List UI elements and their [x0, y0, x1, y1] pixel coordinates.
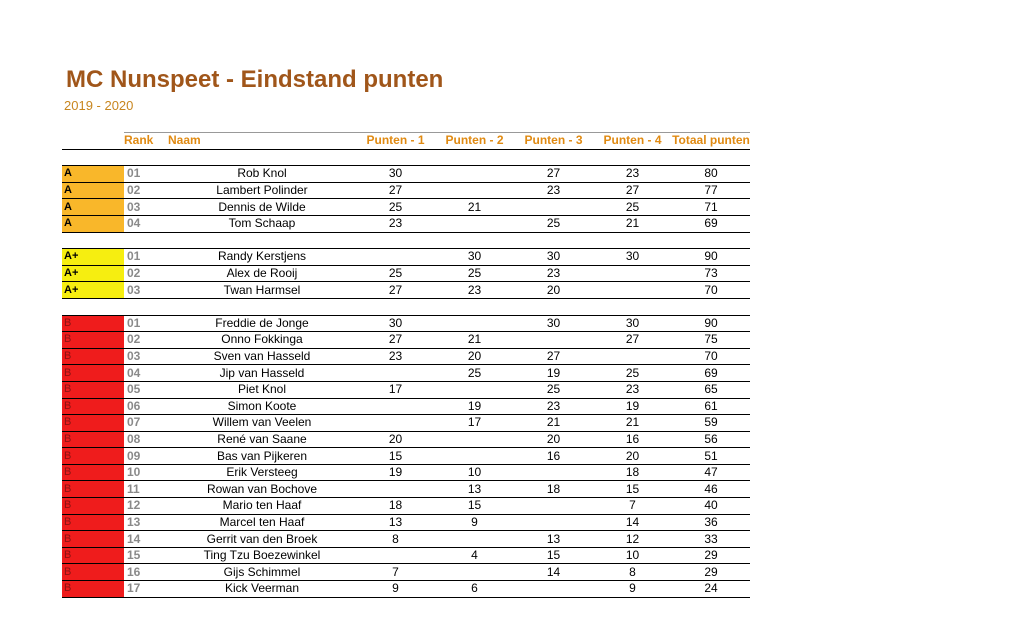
punten-3-cell — [514, 199, 593, 216]
punten-3-cell: 20 — [514, 431, 593, 448]
class-label: A — [62, 215, 124, 232]
punten-3-cell: 23 — [514, 265, 593, 282]
totaal-cell: 77 — [672, 182, 750, 199]
punten-2-cell: 25 — [435, 365, 514, 382]
punten-3-cell: 27 — [514, 166, 593, 183]
punten-4-cell: 10 — [593, 547, 672, 564]
table-row — [62, 265, 750, 282]
rider-name: Freddie de Jonge — [168, 315, 356, 332]
spacer-cell — [124, 149, 168, 166]
class-label: B — [62, 547, 124, 564]
punten-2-cell: 13 — [435, 481, 514, 498]
totaal-cell: 36 — [672, 514, 750, 531]
class-label: B — [62, 398, 124, 415]
spacer-cell — [593, 149, 672, 166]
rank-cell: 01 — [124, 249, 168, 266]
table-row — [62, 415, 750, 432]
rank-cell: 04 — [124, 365, 168, 382]
header-punten-4: Punten - 4 — [593, 133, 672, 150]
rider-name: Onno Fokkinga — [168, 332, 356, 349]
class-label: B — [62, 531, 124, 548]
punten-1-cell: 30 — [356, 166, 435, 183]
table-row — [62, 564, 750, 581]
spacer-cell — [168, 298, 356, 315]
punten-2-cell: 21 — [435, 199, 514, 216]
page-title: MC Nunspeet - Eindstand punten — [66, 66, 444, 93]
punten-3-cell — [514, 332, 593, 349]
rank-cell: 17 — [124, 581, 168, 598]
punten-1-cell: 17 — [356, 381, 435, 398]
rider-name: René van Saane — [168, 431, 356, 448]
punten-3-cell: 15 — [514, 547, 593, 564]
table-row — [62, 448, 750, 465]
totaal-cell: 56 — [672, 431, 750, 448]
spacer-cell — [356, 298, 435, 315]
rank-cell: 10 — [124, 464, 168, 481]
punten-3-cell: 21 — [514, 415, 593, 432]
spacer-cell — [435, 232, 514, 249]
table-row — [62, 481, 750, 498]
spacer-cell — [514, 149, 593, 166]
punten-3-cell — [514, 514, 593, 531]
punten-4-cell: 16 — [593, 431, 672, 448]
rider-name: Erik Versteeg — [168, 464, 356, 481]
totaal-cell: 61 — [672, 398, 750, 415]
table-row — [62, 381, 750, 398]
punten-1-cell: 8 — [356, 531, 435, 548]
standings-body — [62, 149, 750, 597]
class-label: B — [62, 514, 124, 531]
rider-name: Kick Veerman — [168, 581, 356, 598]
punten-1-cell: 23 — [356, 348, 435, 365]
spacer-cell — [168, 149, 356, 166]
punten-2-cell — [435, 215, 514, 232]
table-row — [62, 182, 750, 199]
rider-name: Marcel ten Haaf — [168, 514, 356, 531]
punten-2-cell — [435, 448, 514, 465]
punten-2-cell: 17 — [435, 415, 514, 432]
rank-cell: 01 — [124, 166, 168, 183]
class-label: A+ — [62, 282, 124, 299]
rank-cell: 15 — [124, 547, 168, 564]
punten-1-cell — [356, 365, 435, 382]
punten-4-cell: 27 — [593, 332, 672, 349]
spacer-cell — [593, 298, 672, 315]
totaal-cell: 24 — [672, 581, 750, 598]
class-label: B — [62, 448, 124, 465]
punten-2-cell — [435, 431, 514, 448]
rider-name: Piet Knol — [168, 381, 356, 398]
table-row — [62, 431, 750, 448]
punten-4-cell: 15 — [593, 481, 672, 498]
totaal-cell: 73 — [672, 265, 750, 282]
punten-4-cell: 12 — [593, 531, 672, 548]
punten-4-cell: 23 — [593, 381, 672, 398]
table-row — [62, 166, 750, 183]
rank-cell: 14 — [124, 531, 168, 548]
rider-name: Lambert Polinder — [168, 182, 356, 199]
punten-2-cell: 10 — [435, 464, 514, 481]
punten-3-cell: 25 — [514, 381, 593, 398]
standings-table — [62, 132, 750, 598]
rider-name: Randy Kerstjens — [168, 249, 356, 266]
punten-3-cell: 30 — [514, 315, 593, 332]
punten-4-cell: 20 — [593, 448, 672, 465]
punten-1-cell: 20 — [356, 431, 435, 448]
header-punten-1: Punten - 1 — [356, 133, 435, 150]
table-row — [62, 348, 750, 365]
class-label: B — [62, 348, 124, 365]
punten-2-cell — [435, 381, 514, 398]
table-row — [62, 365, 750, 382]
rider-name: Bas van Pijkeren — [168, 448, 356, 465]
totaal-cell: 80 — [672, 166, 750, 183]
totaal-cell: 51 — [672, 448, 750, 465]
punten-2-cell: 4 — [435, 547, 514, 564]
punten-4-cell: 21 — [593, 215, 672, 232]
class-label: B — [62, 381, 124, 398]
rank-cell: 08 — [124, 431, 168, 448]
totaal-cell: 90 — [672, 249, 750, 266]
class-label: A — [62, 182, 124, 199]
totaal-cell: 90 — [672, 315, 750, 332]
class-label: B — [62, 564, 124, 581]
spacer-cell — [62, 298, 124, 315]
punten-2-cell: 20 — [435, 348, 514, 365]
class-label: B — [62, 498, 124, 515]
class-label: B — [62, 332, 124, 349]
totaal-cell: 70 — [672, 348, 750, 365]
punten-3-cell: 19 — [514, 365, 593, 382]
totaal-cell: 71 — [672, 199, 750, 216]
punten-3-cell: 16 — [514, 448, 593, 465]
rank-cell: 06 — [124, 398, 168, 415]
punten-3-cell: 27 — [514, 348, 593, 365]
spacer-cell — [672, 149, 750, 166]
punten-3-cell: 18 — [514, 481, 593, 498]
rank-cell: 16 — [124, 564, 168, 581]
rank-cell: 13 — [124, 514, 168, 531]
punten-4-cell: 21 — [593, 415, 672, 432]
punten-3-cell — [514, 498, 593, 515]
punten-1-cell: 30 — [356, 315, 435, 332]
rider-name: Mario ten Haaf — [168, 498, 356, 515]
rank-cell: 11 — [124, 481, 168, 498]
rider-name: Alex de Rooij — [168, 265, 356, 282]
punten-2-cell: 19 — [435, 398, 514, 415]
rider-name: Jip van Hasseld — [168, 365, 356, 382]
table-row — [62, 282, 750, 299]
class-label: B — [62, 415, 124, 432]
table-row — [62, 215, 750, 232]
rider-name: Sven van Hasseld — [168, 348, 356, 365]
header-punten-2: Punten - 2 — [435, 133, 514, 150]
punten-2-cell: 25 — [435, 265, 514, 282]
table-row — [62, 199, 750, 216]
totaal-cell: 75 — [672, 332, 750, 349]
punten-1-cell: 25 — [356, 265, 435, 282]
punten-3-cell: 25 — [514, 215, 593, 232]
punten-1-cell — [356, 415, 435, 432]
table-row — [62, 531, 750, 548]
punten-3-cell — [514, 581, 593, 598]
punten-4-cell: 27 — [593, 182, 672, 199]
rank-cell: 03 — [124, 282, 168, 299]
table-row — [62, 398, 750, 415]
totaal-cell: 47 — [672, 464, 750, 481]
punten-3-cell: 14 — [514, 564, 593, 581]
rider-name: Gerrit van den Broek — [168, 531, 356, 548]
totaal-cell: 40 — [672, 498, 750, 515]
class-label: B — [62, 315, 124, 332]
rider-name: Tom Schaap — [168, 215, 356, 232]
punten-1-cell: 23 — [356, 215, 435, 232]
spacer-cell — [356, 149, 435, 166]
punten-2-cell: 30 — [435, 249, 514, 266]
punten-2-cell — [435, 531, 514, 548]
punten-2-cell — [435, 564, 514, 581]
rank-cell: 01 — [124, 315, 168, 332]
punten-1-cell: 7 — [356, 564, 435, 581]
punten-3-cell: 23 — [514, 398, 593, 415]
group-spacer-row — [62, 232, 750, 249]
spacer-cell — [514, 298, 593, 315]
punten-4-cell: 8 — [593, 564, 672, 581]
header-row — [62, 133, 750, 150]
punten-2-cell — [435, 315, 514, 332]
punten-4-cell: 9 — [593, 581, 672, 598]
spacer-cell — [356, 232, 435, 249]
table-row — [62, 547, 750, 564]
table-row — [62, 514, 750, 531]
spacer-cell — [124, 232, 168, 249]
punten-3-cell: 13 — [514, 531, 593, 548]
rank-cell: 02 — [124, 332, 168, 349]
totaal-cell: 29 — [672, 564, 750, 581]
header-totaal: Totaal punten — [672, 133, 750, 148]
punten-2-cell: 9 — [435, 514, 514, 531]
punten-4-cell: 18 — [593, 464, 672, 481]
class-label: B — [62, 365, 124, 382]
punten-1-cell: 9 — [356, 581, 435, 598]
punten-3-cell: 20 — [514, 282, 593, 299]
punten-1-cell — [356, 481, 435, 498]
class-label: A+ — [62, 265, 124, 282]
punten-1-cell — [356, 547, 435, 564]
punten-4-cell — [593, 348, 672, 365]
punten-1-cell — [356, 398, 435, 415]
totaal-cell: 69 — [672, 365, 750, 382]
punten-3-cell: 23 — [514, 182, 593, 199]
punten-1-cell: 15 — [356, 448, 435, 465]
header-punten-3: Punten - 3 — [514, 133, 593, 150]
class-label: A+ — [62, 249, 124, 266]
punten-1-cell — [356, 249, 435, 266]
punten-1-cell: 27 — [356, 332, 435, 349]
punten-4-cell: 25 — [593, 199, 672, 216]
group-spacer-row — [62, 298, 750, 315]
spacer-cell — [435, 149, 514, 166]
table-row — [62, 332, 750, 349]
punten-4-cell: 19 — [593, 398, 672, 415]
totaal-cell: 33 — [672, 531, 750, 548]
rank-cell: 03 — [124, 348, 168, 365]
group-spacer-row — [62, 149, 750, 166]
punten-4-cell: 14 — [593, 514, 672, 531]
totaal-cell: 69 — [672, 215, 750, 232]
table-row — [62, 315, 750, 332]
punten-1-cell: 27 — [356, 182, 435, 199]
punten-2-cell: 21 — [435, 332, 514, 349]
spacer-cell — [124, 298, 168, 315]
table-row — [62, 498, 750, 515]
punten-1-cell: 13 — [356, 514, 435, 531]
spacer-cell — [168, 232, 356, 249]
punten-4-cell: 30 — [593, 249, 672, 266]
punten-1-cell: 19 — [356, 464, 435, 481]
spacer-cell — [514, 232, 593, 249]
spacer-cell — [593, 232, 672, 249]
punten-4-cell: 25 — [593, 365, 672, 382]
rank-cell: 04 — [124, 215, 168, 232]
punten-3-cell: 30 — [514, 249, 593, 266]
totaal-cell: 65 — [672, 381, 750, 398]
spacer-cell — [435, 298, 514, 315]
punten-1-cell: 25 — [356, 199, 435, 216]
rider-name: Willem van Veelen — [168, 415, 356, 432]
table-row — [62, 464, 750, 481]
punten-3-cell — [514, 464, 593, 481]
totaal-cell: 70 — [672, 282, 750, 299]
class-label: A — [62, 166, 124, 183]
punten-2-cell — [435, 166, 514, 183]
punten-4-cell — [593, 282, 672, 299]
punten-1-cell: 18 — [356, 498, 435, 515]
spacer-cell — [672, 232, 750, 249]
rider-name: Dennis de Wilde — [168, 199, 356, 216]
rider-name: Rowan van Bochove — [168, 481, 356, 498]
totaal-cell: 46 — [672, 481, 750, 498]
rank-cell: 02 — [124, 182, 168, 199]
rank-cell: 09 — [124, 448, 168, 465]
spacer-cell — [672, 298, 750, 315]
rider-name: Simon Koote — [168, 398, 356, 415]
rank-cell: 02 — [124, 265, 168, 282]
totaal-cell: 29 — [672, 547, 750, 564]
rank-cell: 07 — [124, 415, 168, 432]
punten-4-cell: 30 — [593, 315, 672, 332]
class-label: B — [62, 581, 124, 598]
header-rank: Rank — [124, 133, 168, 150]
class-label: B — [62, 481, 124, 498]
punten-2-cell: 15 — [435, 498, 514, 515]
season-subtitle: 2019 - 2020 — [64, 98, 134, 113]
spacer-cell — [62, 149, 124, 166]
punten-2-cell — [435, 182, 514, 199]
rank-cell: 05 — [124, 381, 168, 398]
rider-name: Ting Tzu Boezewinkel — [168, 547, 356, 564]
punten-1-cell: 27 — [356, 282, 435, 299]
punten-4-cell: 23 — [593, 166, 672, 183]
punten-4-cell — [593, 265, 672, 282]
rider-name: Rob Knol — [168, 166, 356, 183]
spacer-cell — [62, 232, 124, 249]
table-row — [62, 581, 750, 598]
punten-2-cell: 23 — [435, 282, 514, 299]
punten-4-cell: 7 — [593, 498, 672, 515]
header-class-spacer — [62, 133, 124, 150]
rank-cell: 03 — [124, 199, 168, 216]
totaal-cell: 59 — [672, 415, 750, 432]
rider-name: Twan Harmsel — [168, 282, 356, 299]
header-name: Naam — [168, 133, 356, 150]
class-label: A — [62, 199, 124, 216]
class-label: B — [62, 431, 124, 448]
table-row — [62, 249, 750, 266]
rank-cell: 12 — [124, 498, 168, 515]
rider-name: Gijs Schimmel — [168, 564, 356, 581]
punten-2-cell: 6 — [435, 581, 514, 598]
class-label: B — [62, 464, 124, 481]
